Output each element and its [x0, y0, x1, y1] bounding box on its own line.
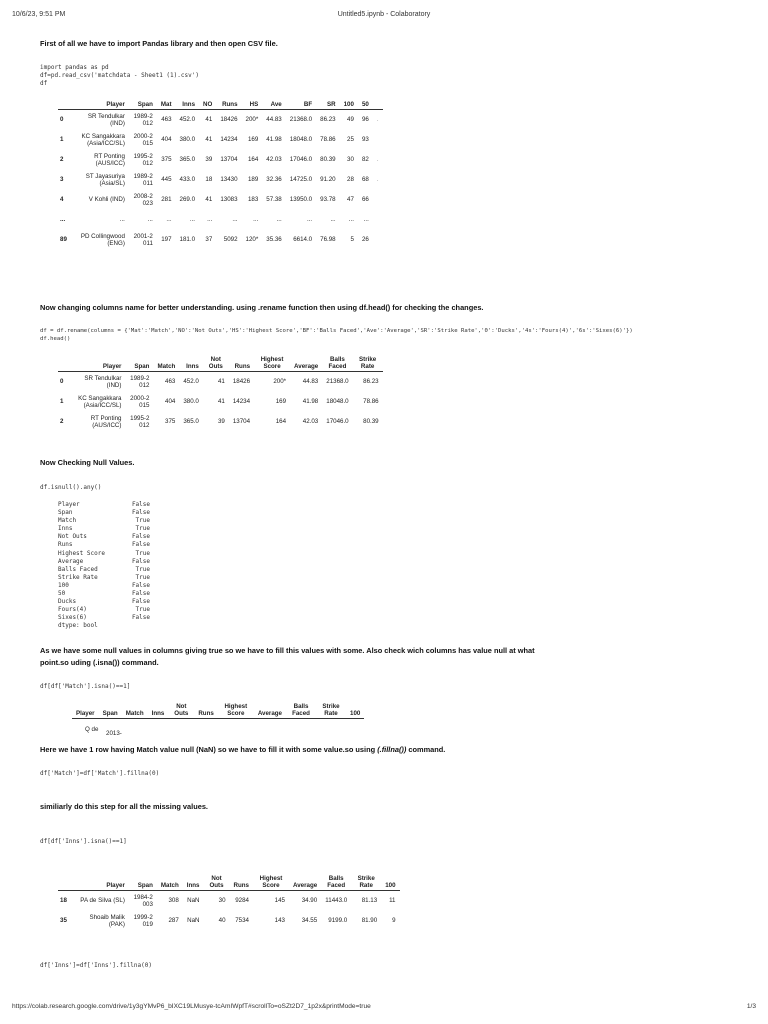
table-cell: ... [306, 216, 313, 223]
null-column-name: Sixes(6) [58, 614, 87, 622]
table-cell: 452.0 [179, 116, 196, 124]
column-header: Player [106, 101, 125, 108]
table-cell: 41 [205, 136, 213, 143]
null-flag: False [131, 501, 150, 508]
table-cell: 17046.0 [326, 418, 349, 425]
code-cell-match-isna[interactable]: df[df['Match'].isna()==1] [40, 683, 131, 690]
null-column-name: Player [58, 501, 80, 508]
fillna-text-pre: Here we have 1 row having Match value null (NaN) so we have to fill it with some value.so using [40, 745, 378, 754]
null-row [58, 590, 150, 598]
table-cell: 164 [275, 418, 287, 425]
column-header: Inns [182, 101, 196, 108]
table-cell: 14234 [232, 398, 251, 405]
column-header: Balls Faced [327, 875, 346, 889]
table-row [58, 110, 383, 130]
table-cell: 37 [205, 236, 213, 243]
table-cell: 44.83 [302, 378, 319, 386]
null-row [58, 501, 150, 509]
rename-text: Now changing columns name for better understanding. using .rename function then using df.head() for checking the changes. [40, 303, 484, 312]
code-cell-isnull[interactable]: df.isnull().any() [40, 484, 102, 491]
table-cell: 1999-2019 [133, 913, 153, 928]
table-cell: ST Jayasuriya (Asia/SL) [85, 172, 125, 187]
column-header: Inns [151, 710, 165, 717]
null-column-name: Inns [58, 525, 73, 533]
similar-text: similiarly do this step for all the missing values. [40, 802, 208, 811]
table-row [58, 230, 383, 250]
header-row [58, 874, 400, 891]
table-cell: 49 [347, 116, 354, 124]
table-cell: ... [253, 216, 259, 223]
column-header [58, 100, 73, 110]
table-cell: 13704 [220, 156, 238, 163]
table-cell: 41.98 [266, 136, 282, 143]
table-cell: 14234 [220, 136, 238, 143]
table-cell: KC Sangakkara (Asia/ICC/SL) [81, 132, 125, 147]
null-check-text: Now Checking Null Values. [40, 458, 135, 467]
table-cell: 6614.0 [293, 236, 313, 243]
column-header: BF [303, 101, 313, 108]
table-cell: ... [363, 216, 369, 223]
code-cell-read-csv[interactable]: import pandas as pd df=pd.read_csv('matchdata - Sheet1 (1).csv') df [40, 64, 199, 87]
table-cell: 287 [168, 917, 179, 924]
null-flag: False [131, 590, 150, 598]
dataframe-output [58, 100, 383, 250]
table-cell: 9199.0 [328, 917, 348, 924]
table-cell: 200* [245, 116, 259, 124]
table-cell: . [376, 116, 379, 124]
column-header: Highest Score [260, 356, 284, 370]
table-cell: 81.13 [361, 897, 378, 905]
table-row [58, 412, 383, 432]
table-cell: 269.0 [179, 196, 196, 203]
column-header: Runs [233, 882, 249, 889]
table-cell: 183 [247, 196, 259, 203]
dataframe-table [58, 100, 383, 250]
table-row [58, 392, 383, 412]
column-header: Average [257, 710, 283, 717]
null-row [58, 525, 150, 533]
column-header: Inns [186, 882, 200, 889]
null-flag: False [131, 581, 150, 589]
column-header: Span [134, 363, 150, 370]
null-flag: False [131, 614, 150, 622]
table-cell: ... [330, 216, 336, 223]
row-index: 1 [60, 398, 64, 405]
table-cell: ... [147, 216, 153, 223]
column-header: Strike Rate [359, 356, 377, 370]
row-index: ... [60, 216, 66, 223]
table-cell: 404 [161, 136, 172, 143]
table-cell: 93.78 [320, 196, 336, 203]
column-header: Player [106, 882, 125, 889]
null-flag: False [131, 598, 150, 606]
table-cell [373, 230, 383, 250]
table-cell: 28 [347, 176, 354, 183]
table-cell: 86.23 [363, 378, 379, 386]
print-url: https://colab.research.google.com/drive/1y3gYMvP6_bIXC19LMusye-tcAmIWpfT#scrollTo=oSZt2D7_1p2x&printMode=true [12, 1003, 371, 1010]
row-index: 0 [60, 378, 64, 386]
row-index: 2 [60, 156, 64, 163]
row-index: 89 [60, 236, 67, 243]
table-cell: 86.23 [320, 116, 336, 124]
table-cell [373, 190, 383, 210]
table-cell: 281 [161, 196, 172, 203]
table-cell: 66 [361, 196, 369, 203]
column-header: Highest Score [224, 703, 248, 717]
table-cell: 1989-2012 [133, 112, 153, 127]
column-header: HS [249, 101, 259, 108]
null-column-name: Highest Score [58, 549, 105, 557]
table-cell: 78.86 [320, 136, 336, 143]
header-row [58, 100, 383, 110]
table-cell: NaN [187, 897, 200, 905]
column-header: 50 [361, 101, 369, 108]
column-header: Inns [186, 363, 199, 370]
table-cell: 452.0 [183, 378, 199, 386]
table-cell: 375 [165, 418, 176, 425]
table-cell: 181.0 [179, 236, 196, 243]
table-cell: 169 [275, 398, 287, 405]
table-cell: 2000-2015 [133, 132, 153, 147]
null-row [58, 574, 150, 582]
null-column-name: Runs [58, 541, 73, 549]
table-cell: RT Ponting (AUS/ICC) [90, 414, 122, 429]
fillna-text-em: (.fillna()) [377, 745, 407, 754]
table-cell: ... [189, 216, 196, 223]
table-cell: 18048.0 [326, 398, 349, 405]
table-cell: PD Collingwood (ENG) [80, 232, 125, 247]
table-row [58, 891, 400, 911]
table-cell: 445 [161, 176, 172, 183]
match-na-table [72, 702, 364, 719]
column-header: Runs [222, 101, 238, 108]
column-header: Player [102, 363, 122, 370]
table-cell: 80.39 [320, 156, 336, 163]
table-cell: 14725.0 [289, 176, 313, 183]
null-column-name: 100 [58, 581, 69, 589]
head-output [58, 355, 383, 432]
column-header: Runs [198, 710, 214, 717]
table-cell: 30 [218, 897, 226, 905]
null-values-output [58, 501, 150, 631]
column-header: 100 [343, 101, 354, 108]
table-cell: 1984-2003 [133, 893, 153, 908]
table-cell: ... [166, 216, 172, 223]
null-column-name: Average [58, 557, 84, 565]
row-index: 2 [60, 418, 64, 425]
table-cell: 197 [161, 236, 172, 243]
code-cell-fillna-match[interactable]: df['Match']=df['Match'].fillna(0) [40, 770, 160, 777]
fillna-text-post: command. [406, 745, 446, 754]
column-header: SR [327, 101, 336, 108]
table-cell: 433.0 [179, 176, 196, 183]
column-header: Not Outs [174, 703, 189, 717]
header-row [58, 355, 383, 372]
table-cell: 200* [273, 378, 287, 386]
table-cell: 5092 [223, 236, 238, 243]
table-cell: 1995-2012 [130, 414, 150, 429]
table-cell: 81.90 [361, 917, 378, 924]
table-cell: 189 [247, 176, 259, 183]
code-cell-rename[interactable]: df = df.rename(columns = {'Mat':'Match','NO':'Not Outs','HS':'Highest Score','BF':'Balls Faced','Ave':'Average','SR':'Strike Rate','0':'Ducks','4s':'Fours(4)','6s':'Sixes(6)'}) df.head() [40, 328, 633, 342]
table-cell: 41 [217, 398, 225, 405]
null-row [58, 614, 150, 622]
null-row [58, 517, 150, 525]
column-header [58, 355, 69, 372]
row-index: 18 [60, 897, 67, 905]
table-cell: 169 [247, 136, 259, 143]
table-cell: 365.0 [183, 418, 199, 425]
table-cell: 18426 [220, 116, 238, 124]
table-cell: ... [119, 216, 125, 223]
table-cell: . [376, 156, 379, 163]
column-header: NO [203, 101, 213, 108]
page-title: Untitled5.ipynb - Colaboratory [337, 11, 431, 18]
table-cell [373, 210, 383, 230]
column-header [58, 874, 73, 891]
table-cell: 375 [161, 156, 172, 163]
table-cell: 26 [361, 236, 369, 243]
table-cell: 32.36 [266, 176, 282, 183]
table-cell: 80.39 [363, 418, 379, 425]
row-index: 3 [60, 176, 64, 183]
column-header: Not Outs [209, 875, 224, 889]
intro-text: First of all we have to import Pandas library and then open CSV file. [40, 39, 278, 48]
column-header [373, 100, 383, 110]
null-row [58, 550, 150, 558]
table-row [58, 150, 383, 170]
table-cell: 93 [361, 136, 369, 143]
table-cell: 41 [205, 116, 213, 124]
table-cell: SR Tendulkar (IND) [84, 374, 122, 389]
table-cell: 13430 [220, 176, 238, 183]
table-cell: 39 [217, 418, 225, 425]
null-column-name: Ducks [58, 598, 77, 606]
column-header: Mat [160, 101, 172, 108]
table-cell: 13083 [220, 196, 238, 203]
table-cell: 463 [165, 378, 176, 386]
table-cell: 7534 [235, 917, 249, 924]
fillna-text [40, 745, 445, 754]
partial-player: Q de [85, 726, 99, 733]
table-row [58, 210, 383, 230]
table-cell: 143 [274, 917, 285, 924]
table-cell: 18 [205, 176, 213, 183]
row-index: 4 [60, 196, 64, 203]
table-cell: 2001-2011 [133, 232, 153, 247]
table-cell: 13704 [232, 418, 251, 425]
column-header: Balls Faced [292, 703, 310, 717]
column-header: Runs [234, 363, 251, 370]
table-cell: 308 [168, 897, 179, 905]
null-column-name: Not Outs [58, 533, 87, 541]
table-cell: 68 [361, 176, 369, 183]
table-row [58, 190, 383, 210]
column-header: Average [294, 363, 319, 370]
table-cell: 76.98 [320, 236, 336, 243]
table-cell: 25 [347, 136, 354, 143]
table-cell: ... [207, 216, 213, 223]
table-cell: 1989-2011 [133, 172, 153, 187]
inns-na-table [58, 874, 400, 931]
null-flag: True [135, 525, 150, 533]
table-row [58, 911, 400, 931]
table-cell: 57.38 [266, 196, 282, 203]
table-cell: RT Ponting (AUS/ICC) [94, 152, 125, 167]
table-cell: 2000-2015 [130, 394, 150, 409]
row-index: 0 [60, 116, 64, 124]
table-cell: 380.0 [179, 136, 196, 143]
null-row [58, 582, 150, 590]
table-cell: . [376, 176, 379, 183]
table-cell: 145 [274, 897, 285, 905]
table-cell: 21368.0 [289, 116, 313, 124]
column-header: Ave [270, 101, 282, 108]
table-cell: 30 [347, 156, 354, 163]
table-cell: 120* [245, 236, 259, 243]
table-cell: 18048.0 [289, 136, 313, 143]
table-cell: 82 [361, 156, 369, 163]
null-flag: True [135, 565, 150, 573]
column-header: Match [157, 363, 176, 370]
column-header: Average [292, 882, 318, 889]
column-header: Not Outs [208, 356, 223, 370]
table-cell: PA de Silva (SL) [80, 897, 125, 905]
table-cell: 11443.0 [325, 897, 348, 905]
table-row [58, 372, 383, 392]
table-cell: 44.83 [266, 116, 282, 124]
table-cell: SR Tendulkar (IND) [87, 112, 125, 127]
null-flag: True [135, 573, 150, 581]
null-flag: False [131, 557, 150, 565]
null-flag: True [135, 517, 150, 525]
table-cell [373, 130, 383, 150]
table-cell: 41 [205, 196, 213, 203]
table-cell: 40 [218, 917, 226, 924]
null-column-name: 50 [58, 590, 66, 598]
partial-span: 2013- [106, 730, 122, 737]
column-header: Match [125, 710, 144, 717]
null-row [58, 541, 150, 549]
code-cell-inns-isna[interactable]: df[df['Inns'].isna()==1] [40, 838, 127, 845]
column-header: Span [137, 101, 153, 108]
table-cell: 91.20 [320, 176, 336, 183]
null-explain-text [40, 645, 535, 669]
table-cell: 39 [205, 156, 213, 163]
null-row [58, 509, 150, 517]
table-cell: 34.55 [301, 917, 318, 924]
header-row [72, 702, 364, 719]
table-cell: 96 [361, 116, 369, 124]
table-cell: 5 [350, 236, 354, 243]
null-row [58, 598, 150, 606]
column-header: Span [137, 882, 153, 889]
column-header: 100 [350, 710, 361, 717]
column-header: Strike Rate [322, 703, 340, 717]
null-explain-line1: As we have some null values in columns giving true so we have to fill this values with some. Also check wich columns has value null at what [40, 646, 535, 655]
null-row [58, 533, 150, 541]
null-column-name: Span [58, 509, 73, 517]
column-header: Highest Score [259, 875, 283, 889]
column-header: Strike Rate [357, 875, 375, 889]
table-cell: 404 [165, 398, 176, 405]
code-cell-fillna-inns[interactable]: df['Inns']=df['Inns'].fillna(0) [40, 962, 152, 969]
null-column-name: Fours(4) [58, 606, 87, 614]
column-header: 100 [385, 882, 396, 889]
null-flag: False [131, 541, 150, 549]
null-flag: True [135, 606, 150, 614]
null-explain-line2: point.so uding (.isna()) command. [40, 658, 159, 667]
head-table [58, 355, 383, 432]
null-flag: False [131, 533, 150, 541]
table-cell: 41 [217, 378, 225, 386]
dtype-line: dtype: bool [58, 622, 98, 630]
table-cell: 35.36 [266, 236, 282, 243]
row-index: 1 [60, 136, 64, 143]
table-cell: 2008-2023 [133, 192, 153, 207]
column-header: Player [76, 710, 95, 717]
table-cell: 1995-2012 [133, 152, 153, 167]
table-cell: 13950.0 [289, 196, 313, 203]
table-cell: 11 [389, 897, 396, 905]
table-cell: Shoaib Malik (PAK) [89, 913, 125, 928]
table-cell: 18426 [232, 378, 251, 386]
table-cell: 42.03 [302, 418, 319, 425]
null-column-name: Match [58, 517, 77, 525]
table-cell: 42.03 [266, 156, 282, 163]
table-row [58, 170, 383, 190]
table-cell: 164 [247, 156, 259, 163]
table-cell: 21368.0 [326, 378, 349, 386]
column-header: Match [160, 882, 179, 889]
table-cell: 380.0 [183, 398, 199, 405]
table-cell: 365.0 [179, 156, 196, 163]
null-row [58, 566, 150, 574]
table-cell: 9 [392, 917, 396, 924]
null-column-name: Balls Faced [58, 565, 98, 573]
null-row [58, 558, 150, 566]
null-row [58, 606, 150, 614]
match-na-output [72, 702, 364, 719]
table-cell: KC Sangakkara (Asia/ICC/SL) [78, 394, 122, 409]
row-index: 35 [60, 917, 67, 924]
table-cell: 9284 [235, 897, 249, 905]
table-cell: 47 [347, 196, 354, 203]
table-cell: 34.90 [301, 897, 318, 905]
table-cell: ... [276, 216, 282, 223]
inns-na-output [58, 874, 400, 931]
table-cell: NaN [187, 917, 200, 924]
table-cell: 1989-2012 [130, 374, 150, 389]
null-flag: False [131, 509, 150, 517]
table-row [58, 130, 383, 150]
table-cell: V Kohli (IND) [88, 196, 125, 203]
page-number: 1/3 [746, 1003, 756, 1010]
table-cell: 41.98 [302, 398, 319, 405]
table-cell: 78.86 [363, 398, 379, 405]
null-column-name: Strike Rate [58, 573, 98, 581]
table-cell: 463 [161, 116, 172, 124]
table-cell: ... [232, 216, 238, 223]
table-cell: 17046.0 [289, 156, 313, 163]
table-cell: ... [348, 216, 354, 223]
null-flag: True [135, 549, 150, 557]
column-header: Balls Faced [328, 356, 347, 370]
column-header: Span [102, 710, 118, 717]
print-datetime: 10/6/23, 9:51 PM [12, 11, 66, 18]
